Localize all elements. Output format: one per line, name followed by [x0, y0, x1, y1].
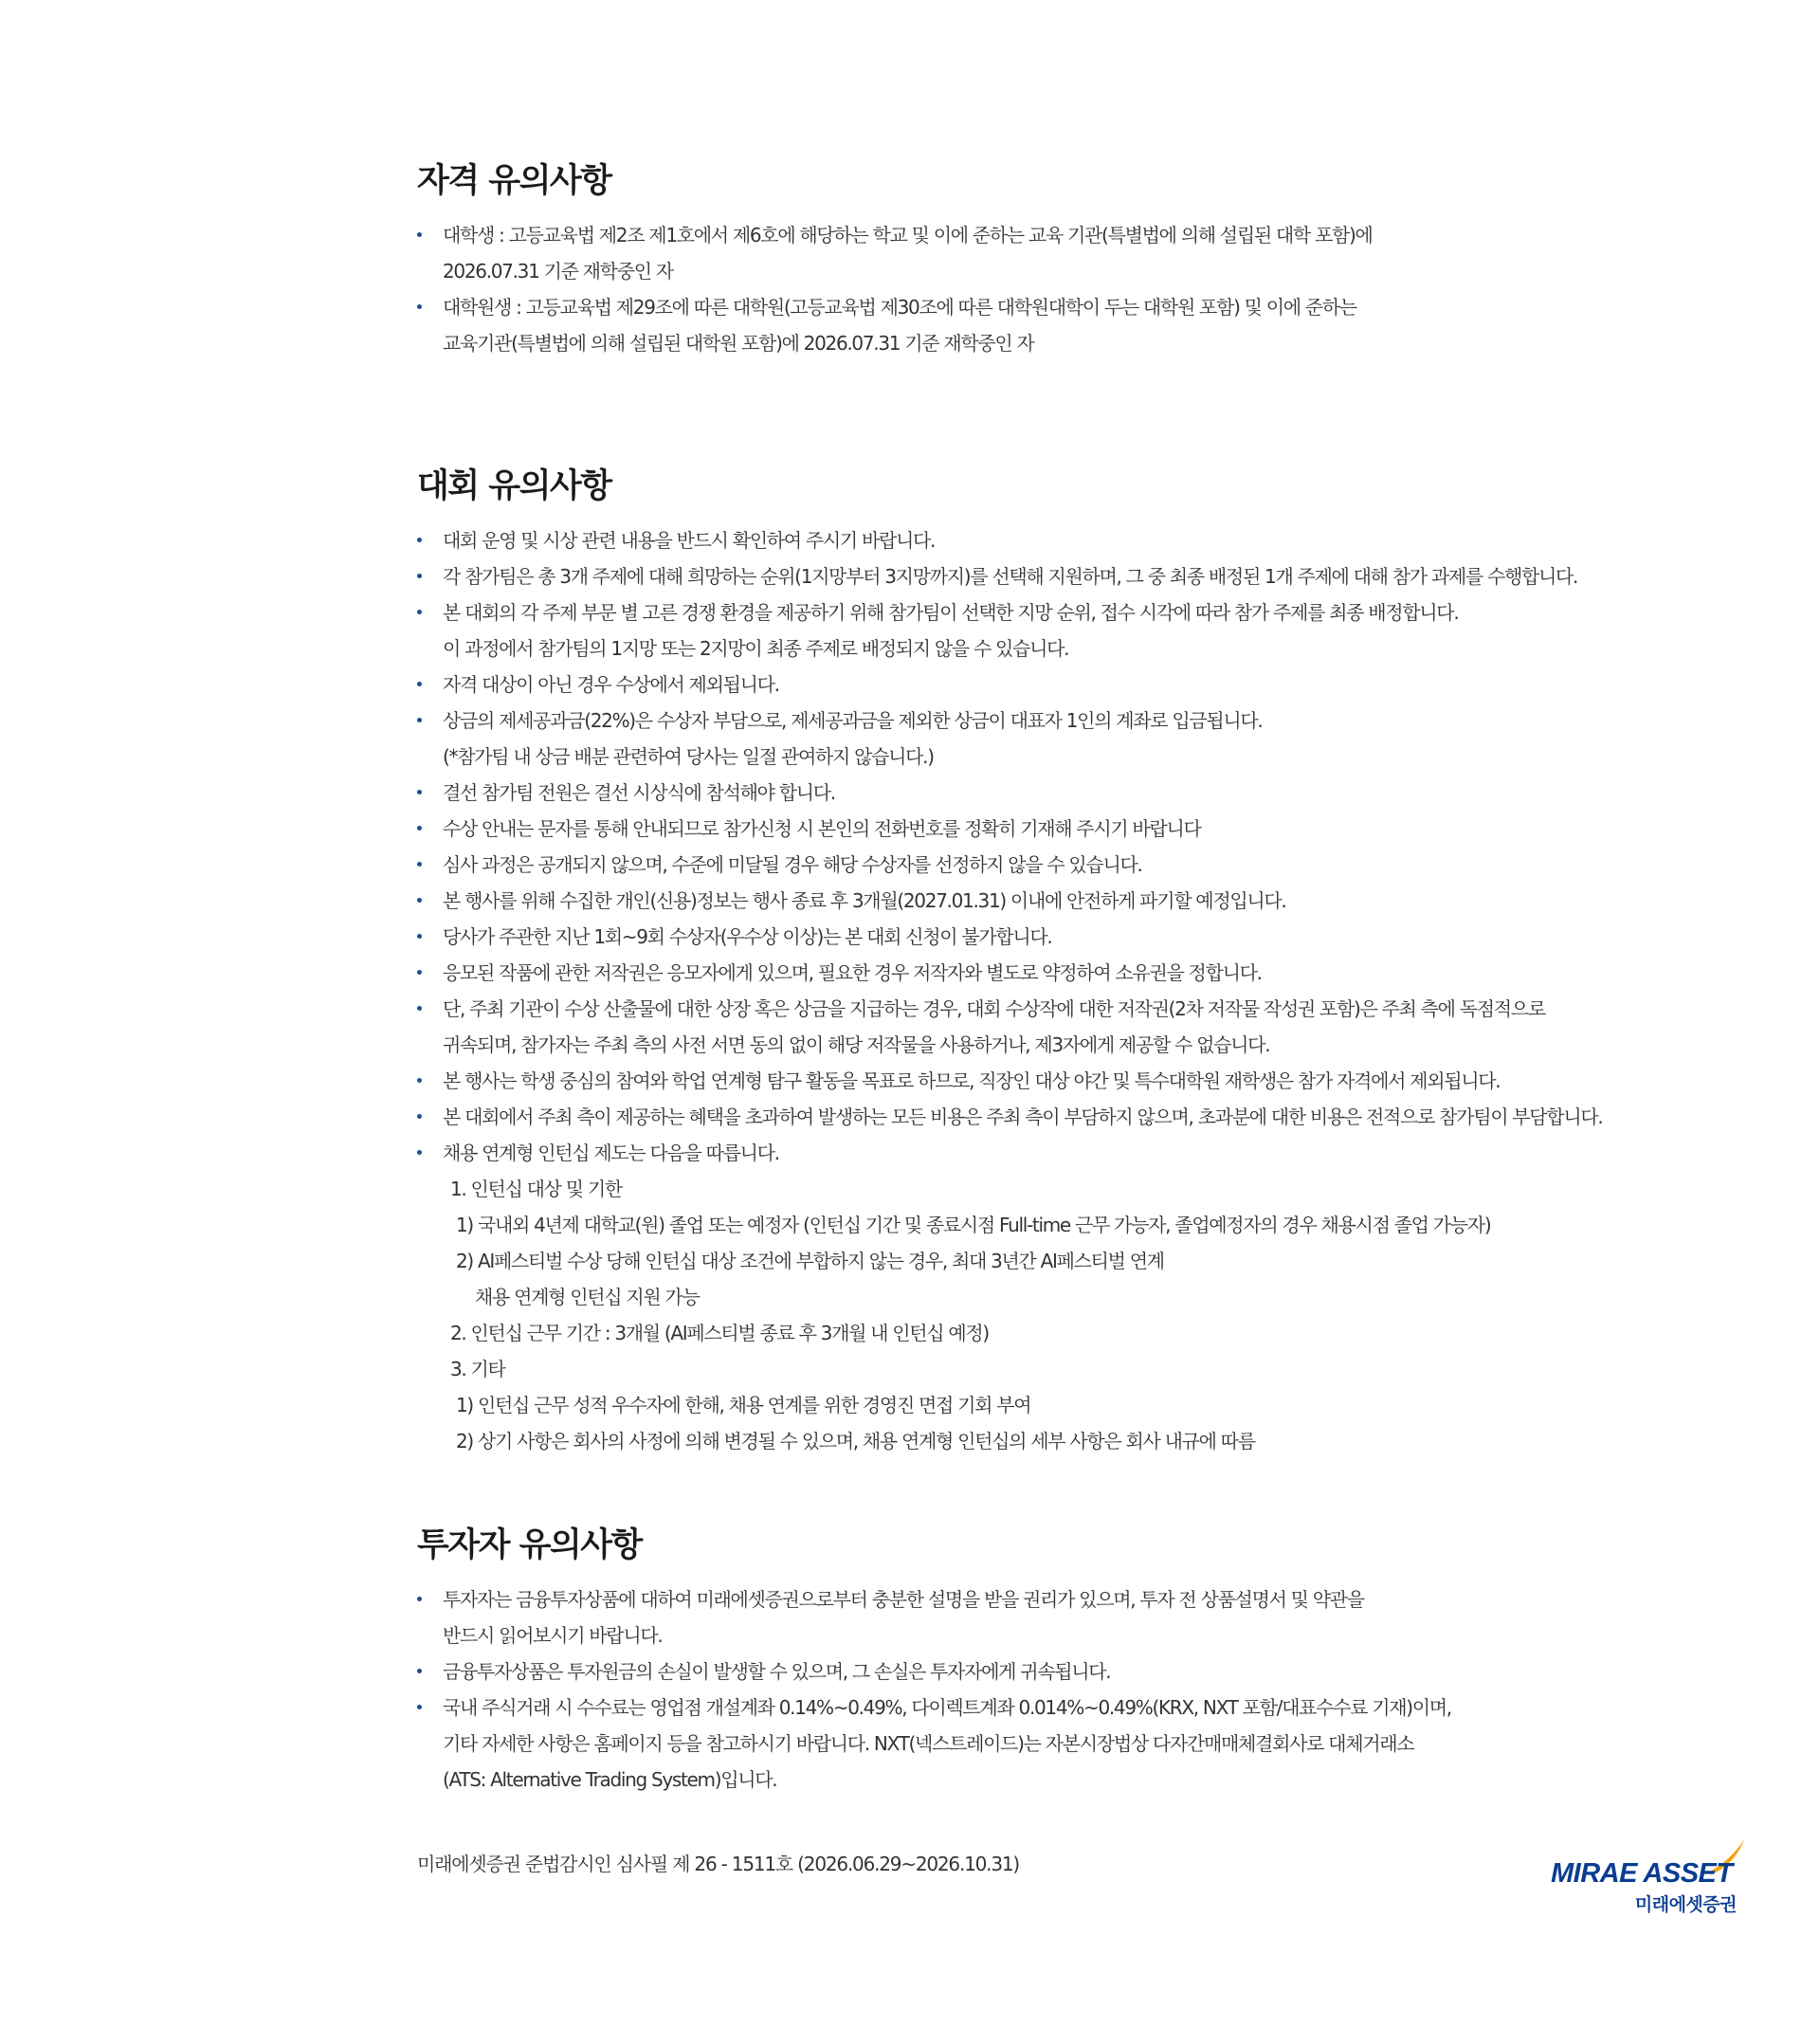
- bullet-icon: [417, 1705, 422, 1709]
- list-item-line: 본 행사는 학생 중심의 참여와 학업 연계형 탐구 활동을 목표로 하므로, 직장인 대상 야간 및 특수대학원 재학생은 참가 자격에서 제외됩니다.: [443, 1069, 1501, 1092]
- list-item-line: 금융투자상품은 투자원금의 손실이 발생할 수 있으며, 그 손실은 투자자에게 귀속됩니다.: [443, 1660, 1111, 1683]
- list-item: [417, 217, 1668, 289]
- contest-list: [417, 522, 1668, 1459]
- list-item-line: (*참가팀 내 상금 배분 관련하여 당사는 일절 관여하지 않습니다.): [443, 745, 934, 768]
- bullet-icon: [417, 862, 422, 867]
- bullet-icon: [417, 970, 422, 975]
- list-item-line: 기타 자세한 사항은 홈페이지 등을 참고하시기 바랍니다. NXT(넥스트레이드)는 자본시장법상 다자간매매체결회사로 대체거래소: [443, 1732, 1414, 1755]
- list-item-line: 단, 주최 기관이 수상 산출물에 대한 상장 혹은 상금을 지급하는 경우, 대회 수상작에 대한 저작권(2차 저작물 작성권 포함)은 주최 측에 독점적으로: [443, 997, 1545, 1020]
- list-item: [417, 1653, 1668, 1690]
- list-item: [417, 811, 1668, 847]
- list-item: [417, 1099, 1668, 1135]
- list-item-line: 교육기관(특별법에 의해 설립된 대학원 포함)에 2026.07.31 기준 재학중인 자: [443, 332, 1034, 355]
- list-item: [417, 1581, 1668, 1653]
- logo-english: MIRAE ASSET: [1551, 1858, 1733, 1889]
- compliance-notice: 미래에셋증권 준법감시인 심사필 제 26 - 1511호 (2026.06.29~2026.10.31): [417, 1853, 1019, 1875]
- list-item: [417, 775, 1668, 811]
- section-title-eligibility: 자격 유의사항: [417, 162, 611, 200]
- bullet-icon: [417, 610, 422, 614]
- investor-list: [417, 1581, 1668, 1798]
- bullet-icon: [417, 682, 422, 686]
- list-item: [417, 667, 1668, 703]
- bullet-icon: [417, 826, 422, 831]
- bullet-icon: [417, 1597, 422, 1601]
- list-item-line: 상금의 제세공과금(22%)은 수상자 부담으로, 제세공과금을 제외한 상금이 대표자 1인의 계좌로 입금됩니다.: [443, 709, 1263, 732]
- bullet-icon: [417, 1006, 422, 1011]
- bullet-icon: [417, 574, 422, 578]
- bullet-icon: [417, 1150, 422, 1155]
- bullet-icon: [417, 790, 422, 795]
- sub-item-line: 2. 인턴십 근무 기간 : 3개월 (AI페스티벌 종료 후 3개월 내 인턴십 예정): [450, 1322, 989, 1344]
- section-title-contest: 대회 유의사항: [417, 467, 611, 505]
- bullet-icon: [417, 898, 422, 903]
- list-item-line: 본 대회에서 주최 측이 제공하는 혜택을 초과하여 발생하는 모든 비용은 주최 측이 부담하지 않으며, 초과분에 대한 비용은 전적으로 참가팀이 부담합니다.: [443, 1105, 1603, 1128]
- sub-item-line: 채용 연계형 인턴십 지원 가능: [475, 1286, 700, 1308]
- list-item: [417, 991, 1668, 1063]
- list-item-line: 수상 안내는 문자를 통해 안내되므로 참가신청 시 본인의 전화번호를 정확히 기재해 주시기 바랍니다: [443, 817, 1201, 840]
- list-item: [417, 847, 1668, 883]
- sub-item-line: 3. 기타: [450, 1358, 505, 1380]
- list-item-line: (ATS: Alternative Trading System)입니다.: [443, 1768, 777, 1791]
- mirae-asset-logo: [1551, 1837, 1750, 1913]
- list-item-line: 채용 연계형 인턴십 제도는 다음을 따릅니다.: [443, 1142, 779, 1164]
- sub-item-line: 1. 인턴십 대상 및 기한: [450, 1178, 622, 1200]
- list-item-line: 당사가 주관한 지난 1회~9회 수상자(우수상 이상)는 본 대회 신청이 불가합니다.: [443, 925, 1052, 948]
- list-item: [417, 289, 1668, 361]
- list-item-line: 결선 참가팀 전원은 결선 시상식에 참석해야 합니다.: [443, 781, 835, 804]
- list-item-line: 귀속되며, 참가자는 주최 측의 사전 서면 동의 없이 해당 저작물을 사용하거나, 제3자에게 제공할 수 없습니다.: [443, 1033, 1270, 1056]
- list-item: [417, 1690, 1668, 1798]
- list-item: [417, 558, 1668, 594]
- list-item-line: 본 행사를 위해 수집한 개인(신용)정보는 행사 종료 후 3개월(2027.01.31) 이내에 안전하게 파기할 예정입니다.: [443, 889, 1286, 912]
- list-item: [417, 594, 1668, 667]
- list-item-line: 심사 과정은 공개되지 않으며, 수준에 미달될 경우 해당 수상자를 선정하지 않을 수 있습니다.: [443, 853, 1142, 876]
- list-item-line: 투자자는 금융투자상품에 대하여 미래에셋증권으로부터 충분한 설명을 받을 권리가 있으며, 투자 전 상품설명서 및 약관을: [443, 1588, 1364, 1611]
- list-item: [417, 883, 1668, 919]
- list-item-line: 본 대회의 각 주제 부문 별 고른 경쟁 환경을 제공하기 위해 참가팀이 선택한 지망 순위, 접수 시각에 따라 참가 주제를 최종 배정합니다.: [443, 601, 1459, 624]
- bullet-icon: [417, 1078, 422, 1083]
- bullet-icon: [417, 538, 422, 542]
- list-item: [417, 703, 1668, 775]
- bullet-icon: [417, 718, 422, 722]
- list-item-line: 반드시 읽어보시기 바랍니다.: [443, 1624, 663, 1647]
- list-item: [417, 1063, 1668, 1099]
- list-item: [417, 955, 1668, 991]
- bullet-icon: [417, 1114, 422, 1119]
- list-item-line: 국내 주식거래 시 수수료는 영업점 개설계좌 0.14%~0.49%, 다이렉트계좌 0.014%~0.49%(KRX, NXT 포함/대표수수료 기재)이며,: [443, 1696, 1451, 1719]
- list-item: [417, 522, 1668, 558]
- list-item-line: 각 참가팀은 총 3개 주제에 대해 희망하는 순위(1지망부터 3지망까지)를 선택해 지원하며, 그 중 최종 배정된 1개 주제에 대해 참가 과제를 수행합니다.: [443, 565, 1578, 588]
- list-item-line: 대학생 : 고등교육법 제2조 제1호에서 제6호에 해당하는 학교 및 이에 준하는 교육 기관(특별법에 의해 설립된 대학 포함)에: [443, 224, 1373, 247]
- bullet-icon: [417, 304, 422, 309]
- list-item-line: 대회 운영 및 시상 관련 내용을 반드시 확인하여 주시기 바랍니다.: [443, 529, 936, 552]
- eligibility-list: [417, 217, 1668, 361]
- list-item: [417, 919, 1668, 955]
- list-item-line: 대학원생 : 고등교육법 제29조에 따른 대학원(고등교육법 제30조에 따른 대학원대학이 두는 대학원 포함) 및 이에 준하는: [443, 296, 1356, 319]
- bullet-icon: [417, 1669, 422, 1673]
- sub-item-line: 2) AI페스티벌 수상 당해 인턴십 대상 조건에 부합하지 않는 경우, 최대 3년간 AI페스티벌 연계: [456, 1250, 1164, 1272]
- list-item-line: 응모된 작품에 관한 저작권은 응모자에게 있으며, 필요한 경우 저작자와 별도로 약정하여 소유권을 정합니다.: [443, 961, 1262, 984]
- list-item: [417, 1135, 1668, 1459]
- sub-item-line: 1) 인턴십 근무 성적 우수자에 한해, 채용 연계를 위한 경영진 면접 기회 부여: [456, 1394, 1031, 1416]
- list-item-line: 2026.07.31 기준 재학중인 자: [443, 260, 673, 283]
- list-item-line: 자격 대상이 아닌 경우 수상에서 제외됩니다.: [443, 673, 779, 696]
- sub-item-line: 2) 상기 사항은 회사의 사정에 의해 변경될 수 있으며, 채용 연계형 인턴십의 세부 사항은 회사 내규에 따름: [456, 1430, 1255, 1452]
- logo-korean: 미래에셋증권: [1634, 1894, 1737, 1915]
- sub-item-line: 1) 국내외 4년제 대학교(원) 졸업 또는 예정자 (인턴십 기간 및 종료시점 Full-time 근무 가능자, 졸업예정자의 경우 채용시점 졸업 가능자): [456, 1214, 1491, 1236]
- bullet-icon: [417, 232, 422, 237]
- list-item-line: 이 과정에서 참가팀의 1지망 또는 2지망이 최종 주제로 배정되지 않을 수 있습니다.: [443, 637, 1069, 660]
- section-title-investor: 투자자 유의사항: [417, 1526, 642, 1564]
- bullet-icon: [417, 934, 422, 939]
